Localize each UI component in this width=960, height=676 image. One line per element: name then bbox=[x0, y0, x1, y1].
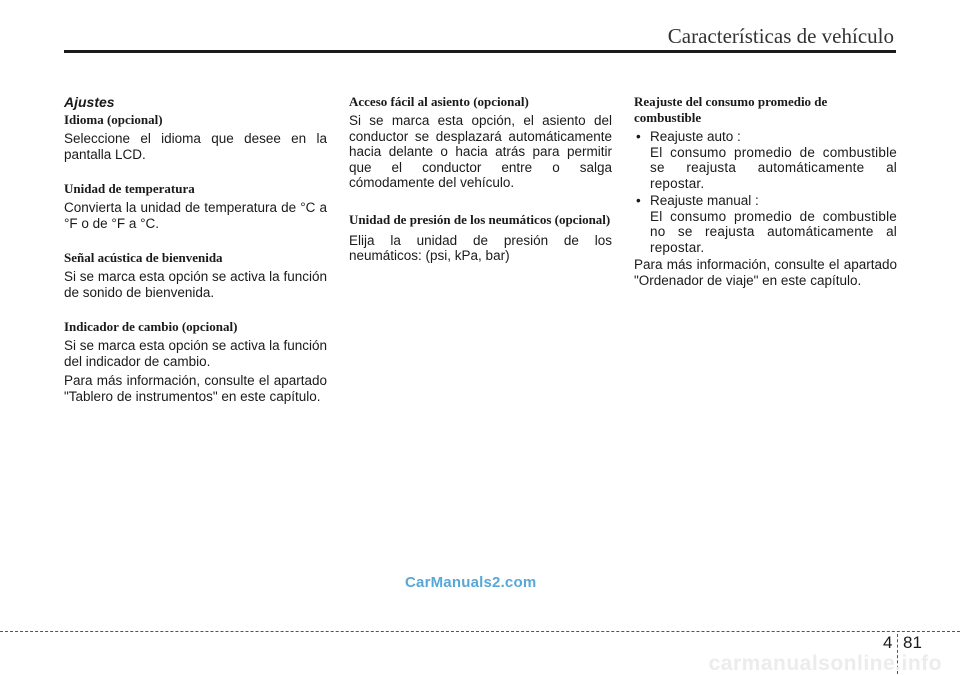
paragraph-easy-seat-access: Si se marca esta opción, el asiento del conductor se desplazará automáticamente hacia delante o hacia atrás para permitir que el conductor entre o salga cómodamente del vehículo. bbox=[349, 113, 612, 190]
list-item bbox=[634, 193, 897, 209]
paragraph-temperature-unit: Convierta la unidad de temperatura de °C a °F o de °F a °C. bbox=[64, 200, 327, 231]
heading-welcome-sound: Señal acústica de bienvenida bbox=[64, 250, 223, 265]
bullet-text-manual-reset: El consumo promedio de combustible no se reajusta automáticamente al repostar. bbox=[650, 208, 897, 255]
header-divider bbox=[64, 50, 896, 53]
heading-fuel-economy-reset: Reajuste del consumo promedio de combustible bbox=[634, 94, 828, 125]
column-middle bbox=[349, 94, 612, 268]
paragraph-language: Seleccione el idioma que desee en la pantalla LCD. bbox=[64, 131, 327, 162]
watermark-link[interactable]: CarManuals2.com bbox=[405, 574, 537, 591]
footer-divider bbox=[0, 631, 960, 632]
paragraph-tire-pressure-unit: Elija la unidad de presión de los neumáticos: (psi, kPa, bar) bbox=[349, 232, 612, 263]
heading-language: Idioma (opcional) bbox=[64, 112, 163, 127]
paragraph-trip-computer-reference: Para más información, consulte el apartado "Ordenador de viaje" en este capítulo. bbox=[634, 257, 897, 288]
column-right bbox=[634, 94, 897, 292]
chapter-number: 4 bbox=[883, 633, 893, 652]
paragraph-welcome-sound: Si se marca esta opción se activa la función de sonido de bienvenida. bbox=[64, 269, 327, 300]
bullet-label-auto-reset: Reajuste auto : bbox=[650, 129, 741, 144]
heading-tire-pressure-unit: Unidad de presión de los neumáticos (opcional) bbox=[349, 211, 611, 227]
section-title: Ajustes bbox=[64, 94, 115, 110]
bottom-watermark-banner: carmanualsonline.info bbox=[708, 652, 942, 675]
page-header-title: Características de vehículo bbox=[667, 24, 894, 48]
column-left bbox=[64, 94, 327, 408]
paragraph-shift-indicator-reference: Para más información, consulte el apartado "Tablero de instrumentos" en este capítulo. bbox=[64, 373, 327, 404]
bullet-icon: • bbox=[636, 193, 641, 208]
bullet-icon: • bbox=[636, 129, 641, 144]
list-item bbox=[634, 129, 897, 145]
heading-temperature-unit: Unidad de temperatura bbox=[64, 181, 195, 196]
heading-easy-seat-access: Acceso fácil al asiento (opcional) bbox=[349, 94, 529, 109]
paragraph-shift-indicator: Si se marca esta opción se activa la función del indicador de cambio. bbox=[64, 338, 327, 369]
heading-shift-indicator: Indicador de cambio (opcional) bbox=[64, 319, 238, 334]
page-number: 81 bbox=[903, 633, 922, 652]
bullet-label-manual-reset: Reajuste manual : bbox=[650, 193, 759, 208]
bullet-text-auto-reset: El consumo promedio de combustible se reajusta automáticamente al repostar. bbox=[650, 144, 897, 191]
